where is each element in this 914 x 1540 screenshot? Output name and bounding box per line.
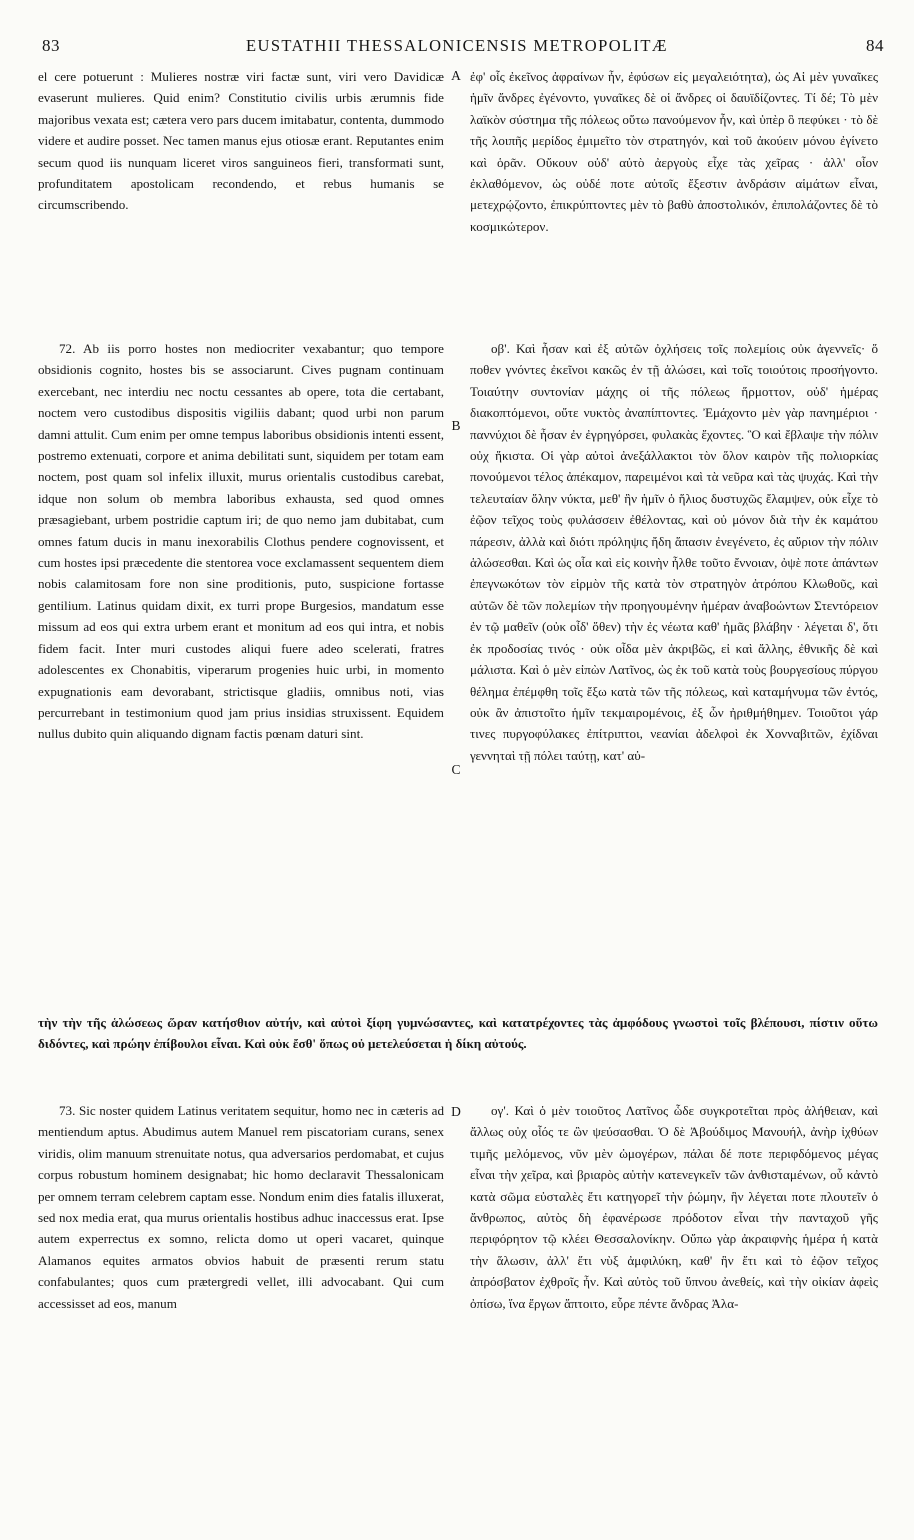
latin-paragraph-72: 72. Ab iis porro hostes non mediocriter vexabantur; quo tempore obsidionis cognito, hostes bis se associarunt. Cives pugnam continuam exercebant, nec interdiu nec noctu cessantes ab opere, tota die certabant, noctem vero custodibus dispositis vigiliis dabant; quod urbi non parum damni attulit. Cum enim per omne tempus laboribus obsidionis intenti essent, postremo extenuati, corpore et anima debilitati sunt, siquidem per totam eam noctem, post quam sol infelix illuxit, murus orientalis custodibus carebat, idque non solum ob membra laboribus exhausta, sed quod omnes præsagiebant, urbem postridie captum iri; de quo nemo jam dubitabat, cum omnes fatum ducis in manu inexorabilis Clothus pendere cognovissent, et cum hostes ipsi præcedente die stentorea voce exclamassent sequentem diem nobis calamitosam fore non sine proditionis, puto, suspicione fortasse gentilium. Latinus quidam dixit, ex turri prope Burgesios, mandatum esse missum ad eos qui extra urbem erant et monitum ad eos qui intra, et nobis fidem facit. Inter muri custodes aliqui fuere adeo scelerati, fratres adolescentes ex Chonabitis, viperarum progenies huic urbi, in momento expugnationis eam devorabant, strictisque gladiis, omnibus noti, vias percurrebant in testimonium quod jam prius insidias struxissent. Equidem nullus dubito quin aliquando dignam factis pœnam daturi sint. xyxy=(38,341,444,742)
margin-letter-d: D xyxy=(451,1104,461,1119)
running-header xyxy=(0,36,914,58)
page-number-right: 84 xyxy=(866,36,884,55)
greek-paragraph-72: οβ'. Καὶ ἦσαν καὶ ἐξ αὐτῶν ὀχλήσεις τοῖς πολεμίοις οὐκ ἀγεννεῖς· ὅ ποθεν γνόντες ἐκεῖνοι κακῶς ἐν τῇ ἁλώσει, καὶ τοῖς τοιούτοις προσήγοντο. Τοιαύτην συντονίαν μάχης οἱ τῆς πόλεως ἥρμοττον, οὐδ' ἡμέρας διακοπτόμενοι, οὔτε νυκτὸς ἀναπίπτοντες. Ἐμάχοντο μὲν γὰρ πανημέριοι · παννύχιοι δὲ ἦσαν ἐν ἐγρηγόρσει, φυλακὰς ἔχοντες. Ὃ καὶ ἔβλαψε τὴν πόλιν οὐχ ἥκιστα. Οἱ γὰρ αὐτοὶ ἀνεξάλλακτοι τὸν ὅλον καιρὸν τῆς πολιορκίας πονούμενοι τέλος ἀπέκαμον, παρειμένοι καὶ τὰ νεῦρα καὶ τὰς ψυχάς. Καὶ τὴν τελευταίαν ὅλην νύκτα, μεθ' ἣν ἡμῖν ὁ ἥλιος δυστυχῶς ἔλαμψεν, οὐκ εἶχε τὸ ἐῷον τεῖχος τοὺς φυλάσσειν ἐθέλοντας, καὶ οὐ μόνον διὰ τὴν ἐκ καμάτου πάρεσιν, ἀλλὰ καὶ διότι πρόληψις ἤδη ἅπασιν ἐνεγένετο, ἐς αὔριον τὴν πόλιν ἁλώσεσθαι. Καὶ ὡς οἷα καὶ εἰς κοινὴν ἦλθε τοῦτο ἔννοιαν, ὀψὲ ποτε ἁπάντων ἐπεγνωκότων τὸν εἱρμὸν τῆς κατὰ τὸν στρατηγὸν ἀτρόπου Κλωθοῦς, καὶ αὐτῶν δὲ τῶν πολεμίων τὴν προηγουμένην ἡμέραν ἀναβοώντων Στεντόρειον ἐν τῷ μαθεῖν (οὐκ οἶδ' ὅθεν) τὴν ἐς νέωτα καθ' ἡμᾶς βλάβην · λέγεται δ', ὅτι ἐκ προδοσίας τινός · οὐκ οἶδα μὲν ἀκριβῶς, εἰ καὶ ἄλλης, ἐθνικῆς δὲ καὶ μάλιστα. Καὶ ὁ μὲν εἰπὼν Λατῖνος, ὡς ἐκ τοῦ κατὰ τοὺς βουργεσίους πύργου θέλημα ἐπέμφθη τοῖς ἔξω κατὰ τῶν τῆς πόλεως, καὶ καταμήνυμα τῶν ἐντός, οὐκ ἂν ἀπιστοῖτο ἡμῖν τεκμαιρομένοις, ἐξ ὧν ἠριθμήθημεν. Τοιοῦτοι γάρ τινες πυργοφύλακες ἐπίτριπτοι, νεανίαι ἀδελφοὶ ἐκ Χονναβιτῶν, ἐχίδναι γεννηταὶ τῇ πόλει ταύτῃ, κατ' αὐ- xyxy=(470,341,878,763)
latin-column-section-2 xyxy=(38,338,444,745)
latin-column-section-3 xyxy=(38,1100,444,1314)
latin-column-section-1 xyxy=(38,66,444,216)
page-number-left: 83 xyxy=(42,36,60,55)
latin-paragraph-71-end: el cere potuerunt : Mulieres nostræ viri factæ sunt, viri vero Davidicæ evaserunt mulieres. Quid enim? Constitutio civilis urbis ærumnis fide majoribus vexata est; cætera vero pars ducem imitabatur, contenta, dummodo videre et audire posset. Nec tamen manus ejus otiosæ erant. Reputantes enim secum quod iis nunquam liceret viros sanguineos fieri, transformati sunt, profunditatem apostolicam recondendo, et rebus humanis se circumscribendo. xyxy=(38,69,444,213)
margin-letter-a: A xyxy=(451,68,461,83)
margin-letter-c: C xyxy=(451,762,461,777)
greek-column-section-1 xyxy=(470,66,878,237)
greek-paragraph-72-tail: τὴν τὴν τῆς ἁλώσεως ὥραν κατήσθιον αὐτήν, καὶ αὐτοὶ ξίφη γυμνώσαντες, καὶ κατατρέχοντες τὰς ἀμφόδους γνωστοὶ τοῖς βλέπουσι, πίστιν οὕτω διδόντες, καὶ πρώην ἐπίβουλοι εἶναι. Καὶ οὐκ ἔσθ' ὅπως οὐ μετελεύσεται ἡ δίκη αὐτούς. xyxy=(38,1015,878,1052)
greek-column-section-3 xyxy=(470,1100,878,1314)
greek-column-section-2 xyxy=(470,338,878,766)
greek-paragraph-71-end: ἐφ' οἷς ἐκεῖνος ἀφραίνων ἦν, ἐφύσων εἰς μεγαλειότητα), ὡς Αἱ μὲν γυναῖκες ἡμῖν ἄνδρες ἐγένοντο, γυναῖκες δὲ οἱ ἄνδρες οἱ δαυϊδίζοντες. Τί δέ; Τὸ μὲν λαϊκὸν σύστημα τῆς πόλεως οὕτω πανούμενον ἦν, καὶ ὑπὲρ ὃ πεφύκει · τὸ δὲ τῆς λοιπῆς μερίδος ἐμιμεῖτο τὸν στρατηγόν, καὶ τοῦ ἀκούειν μόνου ἐγίνετο καὶ ὁρᾶν. Οὔκουν οὐδ' αὐτὸ ἀεργοὺς εἶχε τὰς χεῖρας · ἀλλ' οἷον ἐκλαθόμενον, ὡς οὐδέ ποτε αὐτοῖς ἔξεστιν ἀνδράσιν αἱμάτων εἶναι, μετεχρῴζοντο, ἐπικρύπτοντες μὲν τὸ βαθὺ ἀποστολικόν, ἐπιπολάζοντες δὲ τὸ κοσμικώτερον. xyxy=(470,69,878,234)
greek-full-width-continuation xyxy=(38,1012,878,1055)
greek-paragraph-73: ογ'. Καὶ ὁ μὲν τοιοῦτος Λατῖνος ὧδε συγκροτεῖται πρὸς ἀλήθειαν, καὶ ἄλλως οὐχ οἷός τε ὢν ψεύσασθαι. Ὁ δὲ Ἀβούδιμος Μανουήλ, ἀνὴρ ἰχθύων τιμῆς μελόμενος, νῦν μὲν ὠμογέρων, πάλαι δέ ποτε περιφδόμενος μέγας εἶναι τὴν χεῖρα, καὶ βριαρὸς αὐτὴν κατενεγκεῖν τῶν ἀνθισταμένων, οὗ κἀντὸ κατὰ σῶμα εὐσταλὲς ἔτι κατηγορεῖ τὴν ῥώμην, ἣν λέγεται ποτε πλουτεῖν ὁ ἄνθρωπος, αὐτὸς δὴ ἐφανέρωσε πρόδοτον εἶναι τὴν πανταχοῦ γῆς περιφόρητον τῷ κλέει Θεσσαλονίκην. Οὔπω γὰρ ἀκραιφνὴς ἡμέρα ἡ κατὰ τὴν ἅλωσιν, ἀλλ' ἔτι νὺξ ἀμφιλύκη, καθ' ἣν ἔτι καὶ τὸ ἐῷον τεῖχος ἀπρόσβατον ἐχθροῖς ἦν. Καὶ αὐτὸς τοῦ ὕπνου ἀνεθείς, καὶ τὴν οἰκίαν ἀφεὶς ὀπίσω, ἵνα ἔργων ἅπτοιτο, εὗρε πέντε ἄνδρας Ἀλα- xyxy=(470,1103,878,1311)
margin-letter-b: B xyxy=(451,418,461,433)
running-title: EUSTATHII THESSALONICENSIS METROPOLITÆ xyxy=(246,36,668,55)
latin-paragraph-73: 73. Sic noster quidem Latinus veritatem sequitur, homo nec in cæteris ad mentiendum aptus. Abudimus autem Manuel rem piscatoriam curans, senex viridis, olim manuum strenuitate notus, qua adversarios perdomabat, et cujus corpus robustum hominem designabat; hic homo declaravit Thessalonicam per omnem terram celebrem captam esse. Nondum enim dies fatalis illuxerat, sed nox media erat, qua murus orientalis hostibus adhuc inaccessus erat. Ipse autem experrectus ex somno, relicta domo ut operi vacaret, quinque Alamanos equites armatos obvios habuit de præsenti rerum statu confabulantes; quos cum prætergredi vellet, illi advocabant. Qui cum accessisset ad eos, manum xyxy=(38,1103,444,1311)
